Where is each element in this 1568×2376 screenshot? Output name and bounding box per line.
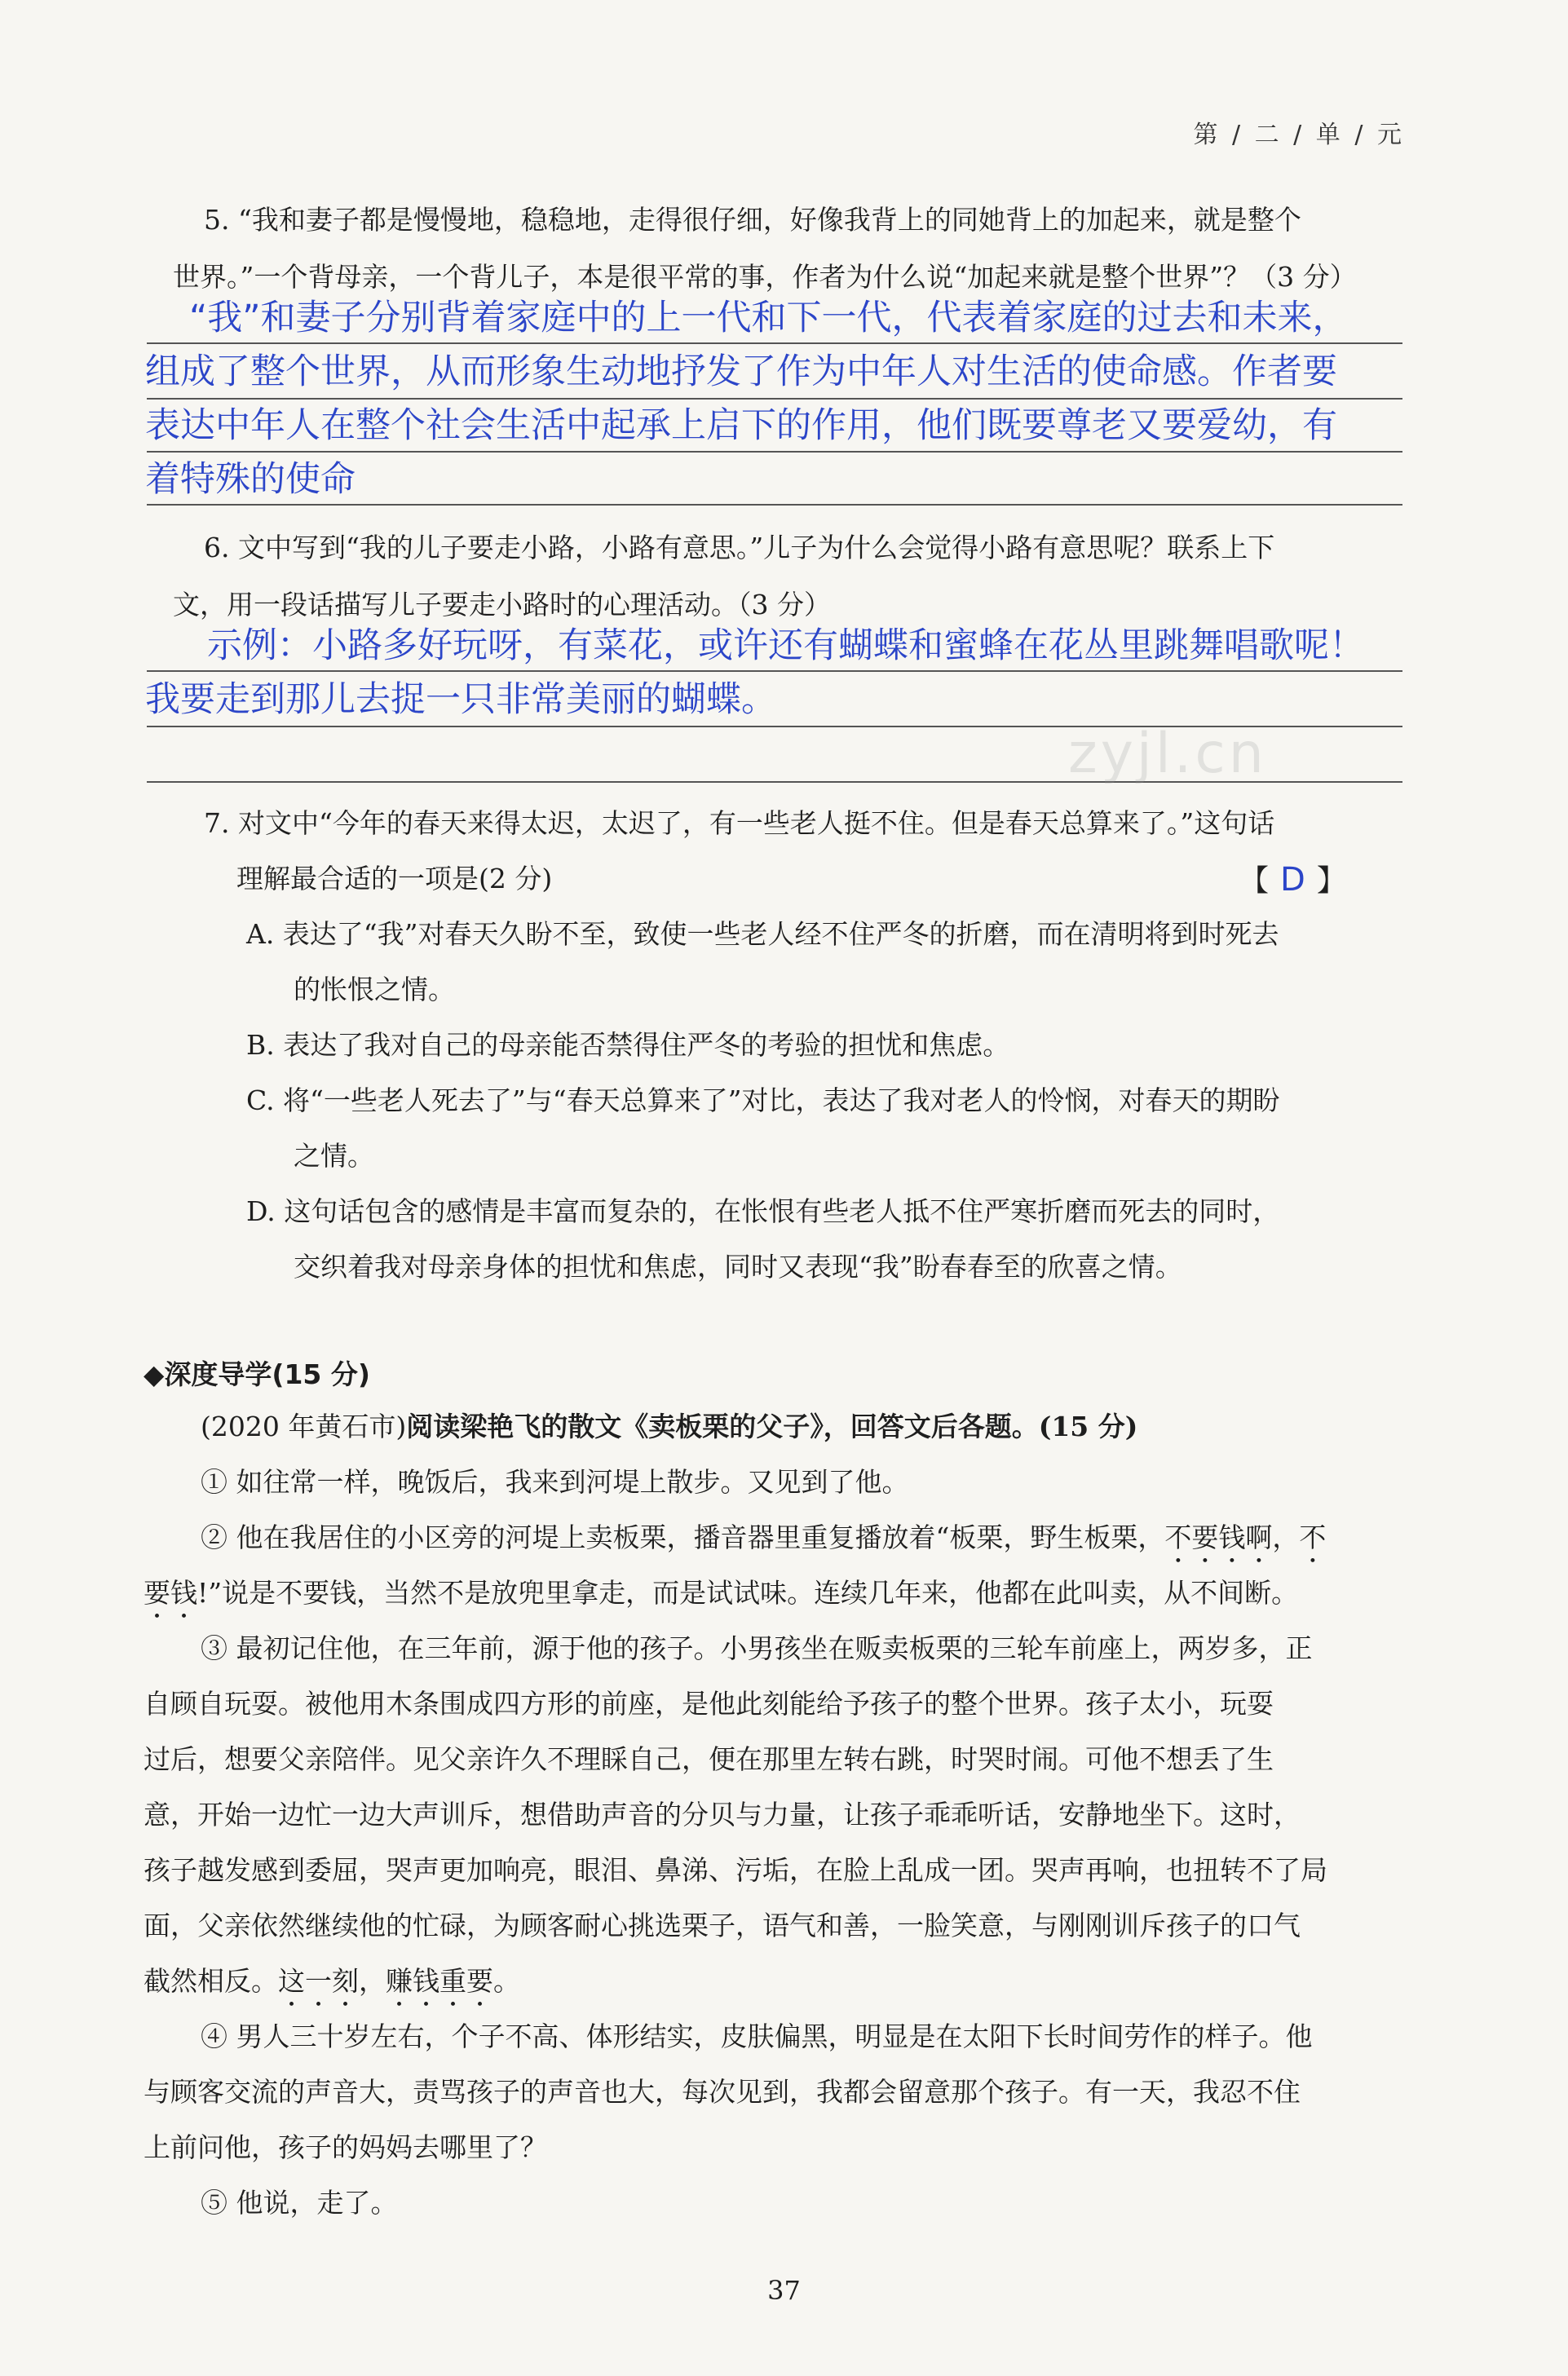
q5-answer-line4: 着特殊的使命: [145, 459, 356, 500]
passage-text: 截然相反。: [144, 1965, 278, 1997]
q7-option-b: B. 表达了我对自己的母亲能否禁得住严冬的考验的担忧和焦虑。: [246, 1029, 1010, 1061]
passage-text: !”说是不要钱，当然不是放兜里拿走，而是试试味。连续几年来，他都在此叫卖，从不间断。: [197, 1577, 1299, 1609]
passage-paragraph-3-line5: 孩子越发感到委屈，哭声更加响亮，眼泪、鼻涕、污垢，在脸上乱成一团。哭声再响，也扭转不了局: [144, 1854, 1327, 1886]
q7-text-line1: 7. 对文中“今年的春天来得太迟，太迟了，有一些老人挺不住。但是春天总算来了。”这句话: [204, 807, 1275, 839]
q7-option-d-line2: 交织着我对母亲身体的担忧和焦虑，同时又表现“我”盼春春至的欣喜之情。: [294, 1251, 1182, 1283]
answer-rule: [147, 451, 1402, 453]
section-intro: [201, 1409, 1137, 1445]
passage-paragraph-5: ⑤ 他说，走了。: [201, 2187, 398, 2219]
q7-text-line2: 理解最合适的一项是(2 分): [236, 863, 553, 894]
passage-text: ② 他在我居住的小区旁的河堤上卖板栗，播音器里重复播放着“板栗，野生板栗，: [201, 1521, 1165, 1553]
passage-paragraph-4-line3: 上前问他，孩子的妈妈去哪里了？: [144, 2131, 547, 2163]
passage-paragraph-3-line1: ③ 最初记住他，在三年前，源于他的孩子。小男孩坐在贩卖板栗的三轮车前座上，两岁多，正: [201, 1632, 1313, 1664]
answer-rule: [147, 342, 1402, 344]
q7-answer: D: [1280, 861, 1305, 899]
watermark: zyjl.cn: [1068, 722, 1267, 786]
intro-source: (2020 年黄石市): [201, 1411, 407, 1442]
q5-text-line2: 世界。”一个背母亲，一个背儿子，本是很平常的事，作者为什么说“加起来就是整个世界”？（3 分）: [173, 261, 1357, 293]
q6-answer-line2: 我要走到那儿去捉一只非常美丽的蝴蝶。: [145, 679, 776, 720]
unit-header: 第 / 二 / 单 / 元: [1193, 121, 1405, 149]
passage-text: 。: [493, 1965, 520, 1997]
q5-answer-line1: “我”和妻子分别背着家庭中的上一代和下一代，代表着家庭的过去和未来，: [189, 298, 1348, 338]
answer-rule: [147, 398, 1402, 400]
passage-paragraph-3-line7: [144, 1963, 520, 2013]
emphasized-text: 要钱: [144, 1577, 197, 1609]
q7-option-d-line1: D. 这句话包含的感情是丰富而复杂的，在怅恨有些老人抵不住严寒折磨而死去的同时，: [246, 1195, 1280, 1227]
q7-option-c-line1: C. 将“一些老人死去了”与“春天总算来了”对比，表达了我对老人的怜悯，对春天的期盼: [246, 1084, 1280, 1116]
intro-instruction: 阅读梁艳飞的散文《卖板栗的父子》，回答文后各题。(15 分): [406, 1411, 1138, 1442]
passage-paragraph-2-line2: [144, 1575, 1298, 1625]
passage-paragraph-3-line3: 过后，想要父亲陪伴。见父亲许久不理睬自己，便在那里左转右跳，时哭时闹。可他不想丢了生: [144, 1743, 1274, 1775]
emphasized-text: 这一刻，赚钱重要: [278, 1965, 493, 1997]
q7-option-a-line2: 的怅恨之情。: [294, 974, 455, 1005]
passage-paragraph-1: ① 如往常一样，晚饭后，我来到河堤上散步。又见到了他。: [201, 1466, 909, 1498]
passage-paragraph-3-line6: 面，父亲依然继续他的忙碌，为顾客耐心挑选栗子，语气和善，一脸笑意，与刚刚训斥孩子的口气: [144, 1910, 1301, 1941]
q6-text-line2: 文，用一段话描写儿子要走小路时的心理活动。（3 分）: [173, 589, 831, 620]
bracket-close: 】: [1316, 864, 1346, 898]
passage-paragraph-4-line2: 与顾客交流的声音大，责骂孩子的声音也大，每次见到，我都会留意那个孩子。有一天，我忍不住: [144, 2076, 1301, 2108]
q5-answer-line3: 表达中年人在整个社会生活中起承上启下的作用，他们既要尊老又要爱幼，有: [145, 405, 1337, 446]
q5-answer-line2: 组成了整个世界，从而形象生动地抒发了作为中年人对生活的使命感。作者要: [145, 351, 1337, 392]
q7-option-c-line2: 之情。: [294, 1140, 374, 1172]
q6-answer-line1: 示例：小路多好玩呀，有菜花，或许还有蝴蝶和蜜蜂在花丛里跳舞唱歌呢！: [207, 625, 1364, 666]
q7-answer-bracket: [1239, 858, 1346, 899]
page-number: 37: [767, 2275, 801, 2306]
bracket-open: 【: [1239, 864, 1270, 898]
q7-option-a-line1: A. 表达了“我”对春天久盼不至，致使一些老人经不住严冬的折磨，而在清明将到时死去: [246, 918, 1279, 950]
answer-rule: [147, 504, 1402, 506]
passage-paragraph-3-line2: 自顾自玩耍。被他用木条围成四方形的前座，是他此刻能给予孩子的整个世界。孩子太小，玩耍: [144, 1688, 1274, 1720]
emphasized-text: 不要钱啊，不: [1164, 1521, 1327, 1553]
passage-paragraph-3-line4: 意，开始一边忙一边大声训斥，想借助声音的分贝与力量，让孩子乖乖听话，安静地坐下。这时，: [144, 1799, 1301, 1831]
q6-text-line1: 6. 文中写到“我的儿子要走小路，小路有意思。”儿子为什么会觉得小路有意思呢？联系上下: [204, 532, 1275, 563]
passage-paragraph-4-line1: ④ 男人三十岁左右，个子不高、体形结实，皮肤偏黑，明显是在太阳下长时间劳作的样子。他: [201, 2020, 1313, 2052]
section-title: ◆深度导学(15 分): [144, 1358, 370, 1390]
passage-paragraph-2-line1: [201, 1520, 1326, 1570]
q5-text-line1: 5. “我和妻子都是慢慢地，稳稳地，走得很仔细，好像我背上的同她背上的加起来，就是整个: [204, 204, 1301, 236]
answer-rule: [147, 670, 1402, 672]
